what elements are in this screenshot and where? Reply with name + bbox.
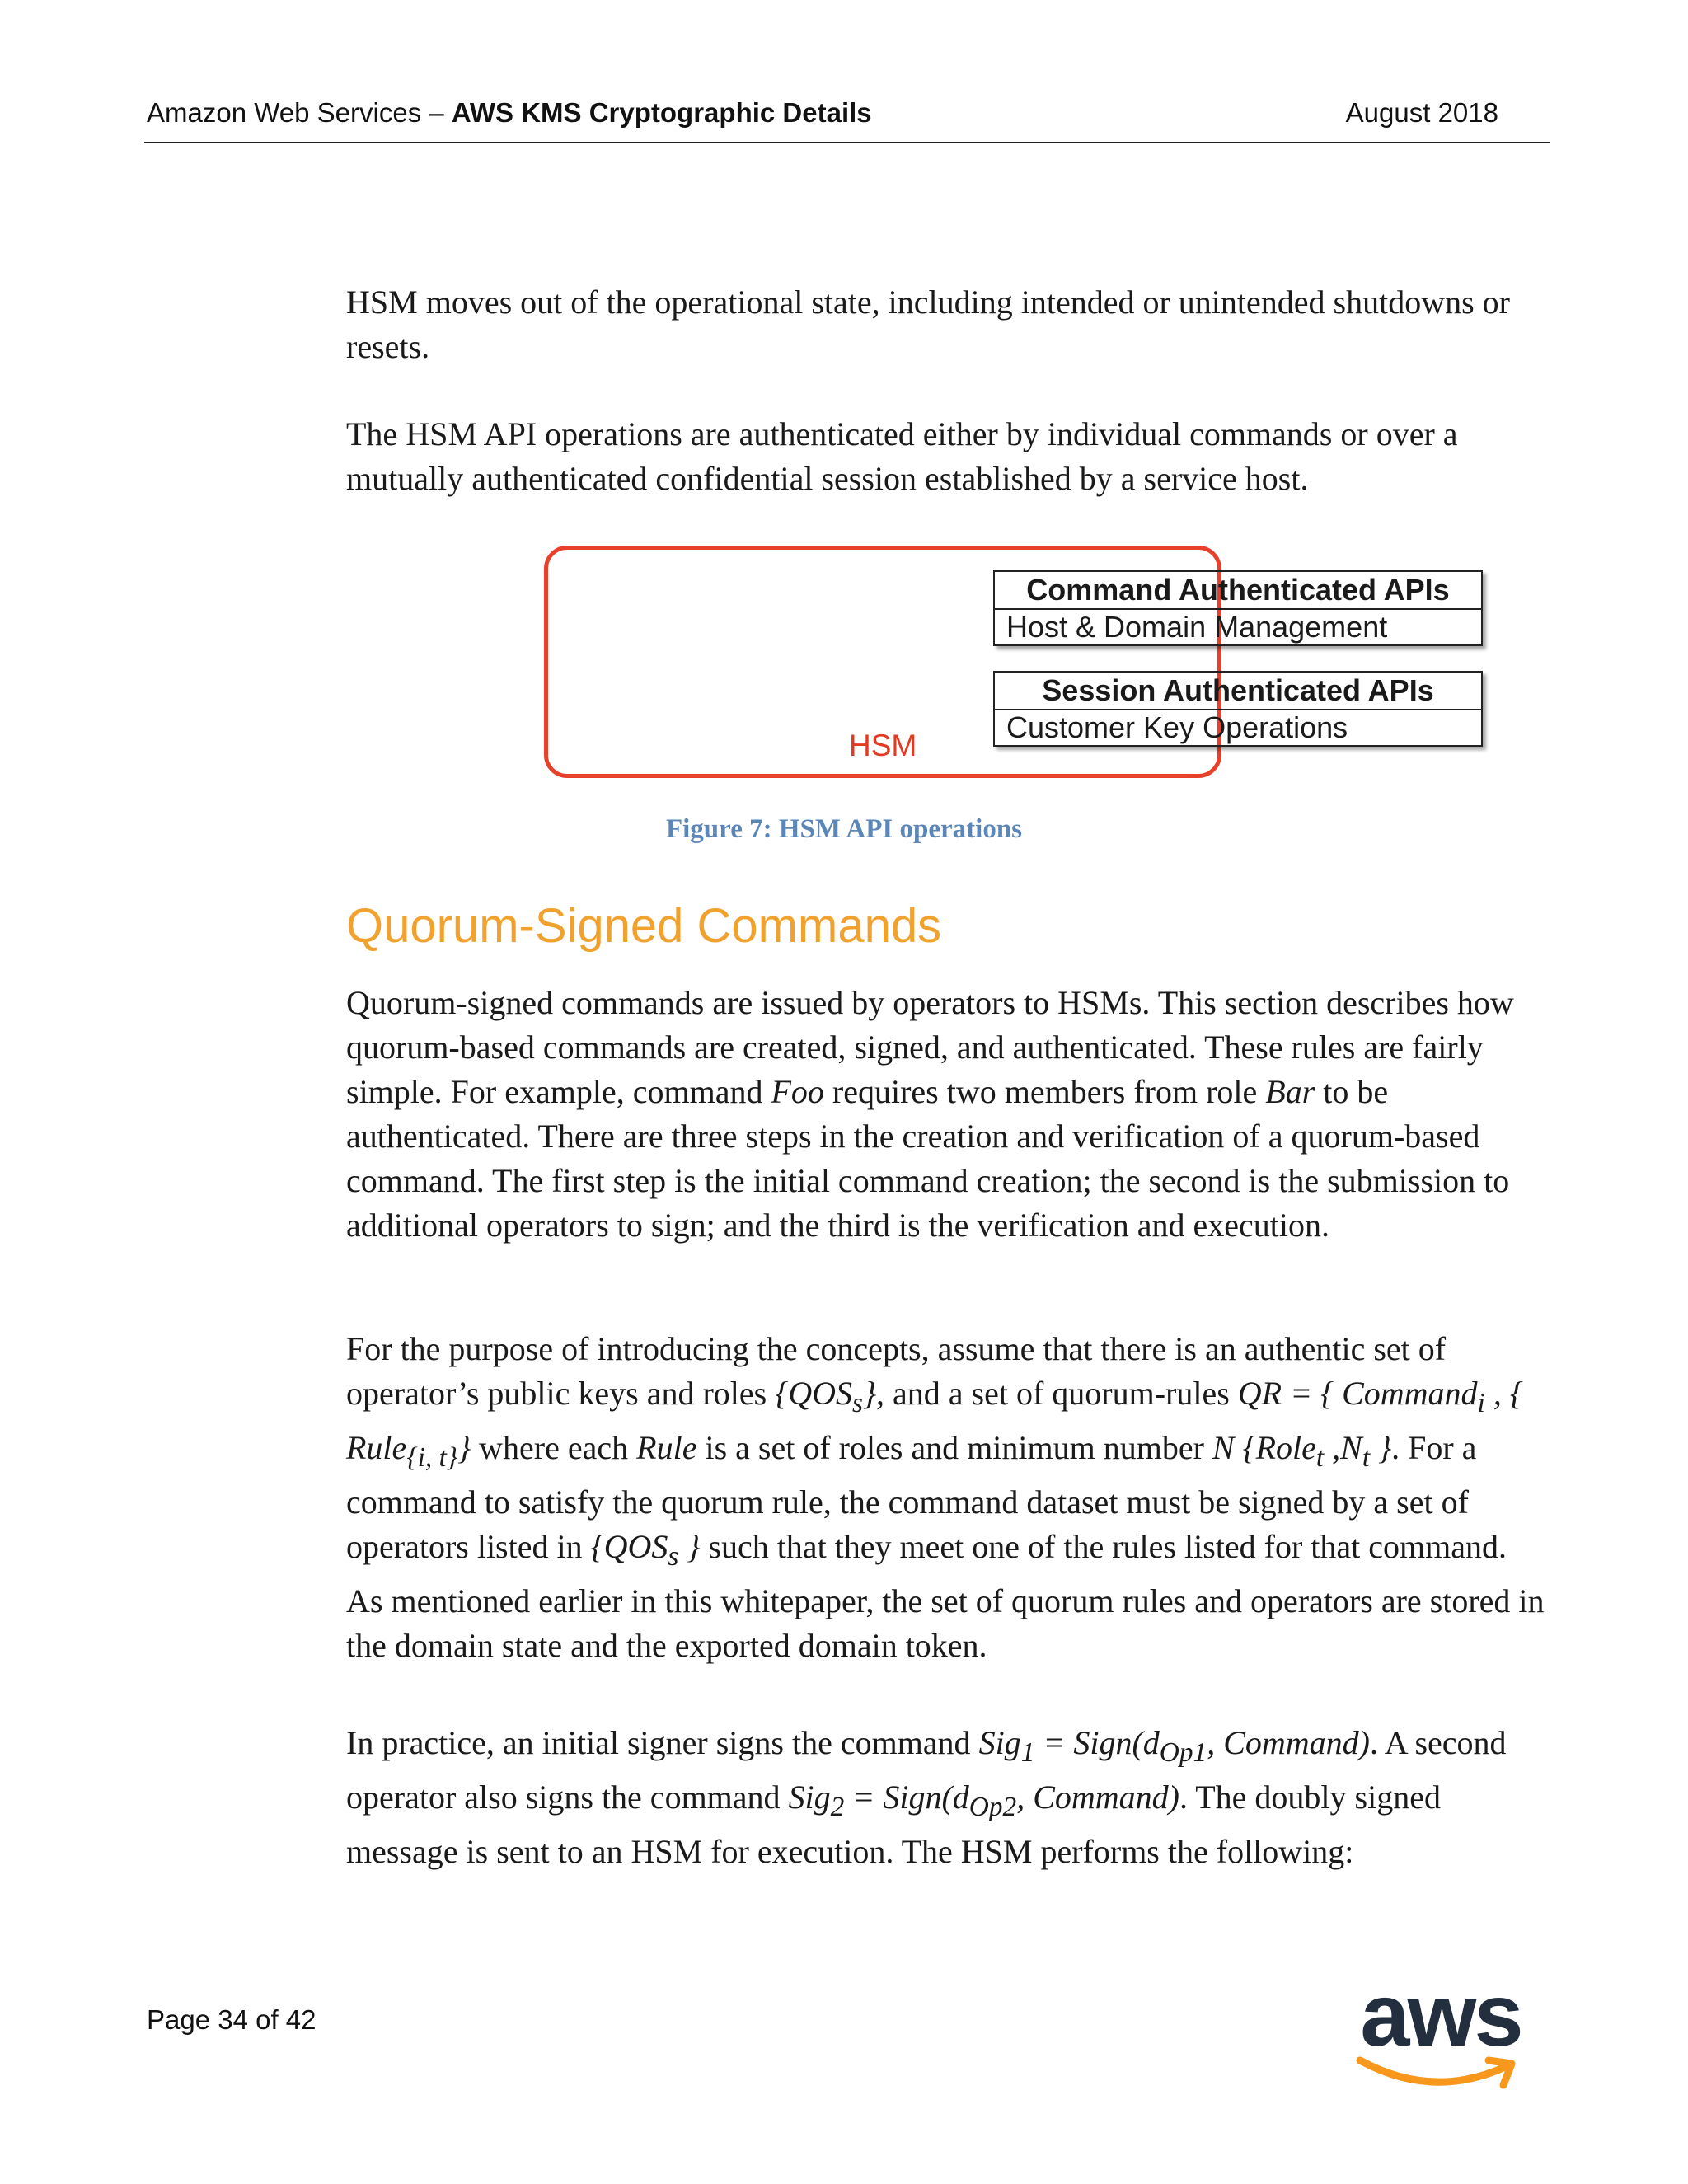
aws-smile-icon bbox=[1342, 1985, 1540, 2100]
paragraph-text bbox=[346, 1721, 1550, 1874]
math-part: = Sign(d bbox=[844, 1779, 969, 1816]
page-number: Page 34 of 42 bbox=[147, 2004, 316, 2035]
text-run: . A second operator also signs the command bbox=[346, 1724, 1507, 1816]
aws-logo-wordmark: aws bbox=[1360, 1965, 1522, 2064]
math-subscript: i bbox=[1477, 1388, 1485, 1418]
session-authenticated-apis-box bbox=[993, 671, 1483, 747]
math-subscript: t bbox=[1362, 1442, 1371, 1473]
paragraph-signing-practice bbox=[346, 1721, 1550, 1874]
math-part: = Sign(d bbox=[1034, 1724, 1160, 1761]
paragraph-text: HSM moves out of the operational state, including intended or unintended shutdowns or resets. bbox=[346, 284, 1510, 365]
text-run: For the purpose of introducing the concepts, assume that there is an authentic set of operator’s public keys and roles bbox=[346, 1330, 1447, 1412]
aws-logo bbox=[1342, 1965, 1540, 2100]
box-item: Host & Domain Management bbox=[1006, 610, 1388, 644]
text-run: . The doubly signed message is sent to an HSM for execution. The HSM performs the following: bbox=[346, 1779, 1441, 1870]
math-term bbox=[788, 1779, 1179, 1822]
text-run: to be authenticated. There are three steps in the creation and verification of a quorum-based command. The first step is the initial command creation; the second is the submission to additional operators to sign; and the third is the verification and execution. bbox=[346, 1073, 1510, 1244]
paragraph-hsm-state bbox=[346, 280, 1550, 369]
box-title: Command Authenticated APIs bbox=[995, 572, 1481, 610]
paragraph-api-auth bbox=[346, 412, 1550, 501]
math-subscript: Op2 bbox=[968, 1792, 1017, 1822]
math-part: {QOS bbox=[590, 1528, 668, 1565]
math-part: , Command) bbox=[1207, 1724, 1370, 1761]
command-authenticated-apis-box bbox=[993, 570, 1483, 646]
paragraph-text bbox=[346, 1327, 1550, 1668]
math-part: } bbox=[1370, 1429, 1392, 1466]
box-title: Session Authenticated APIs bbox=[995, 673, 1481, 710]
math-part: , Command) bbox=[1016, 1779, 1179, 1816]
math-subscript: {i, t} bbox=[406, 1442, 458, 1473]
header-publisher: Amazon Web Services – bbox=[147, 97, 452, 128]
text-run: where each bbox=[471, 1429, 637, 1466]
math-subscript: 1 bbox=[1020, 1737, 1035, 1768]
math-subscript: Op1 bbox=[1159, 1737, 1207, 1768]
paragraph-quorum-intro bbox=[346, 981, 1550, 1248]
math-part: Sig bbox=[788, 1779, 831, 1816]
header-divider bbox=[144, 142, 1550, 143]
math-subscript: 2 bbox=[830, 1792, 845, 1822]
header-doc-title: AWS KMS Cryptographic Details bbox=[451, 97, 872, 128]
math-part: } bbox=[863, 1375, 876, 1412]
text-run: such that they meet one of the rules listed for that command. As mentioned earlier in this whitepaper, the set of quorum rules and operators are stored in the domain state and the exported domain token. bbox=[346, 1528, 1545, 1664]
math-subscript: s bbox=[668, 1541, 679, 1572]
text-run: requires two members from role bbox=[823, 1073, 1266, 1110]
math-part: {QOS bbox=[775, 1375, 853, 1412]
math-part: } bbox=[457, 1429, 471, 1466]
box-item: Customer Key Operations bbox=[1006, 710, 1348, 744]
text-run: , and a set of quorum-rules bbox=[876, 1375, 1238, 1412]
italic-term: Bar bbox=[1265, 1073, 1315, 1110]
page-header bbox=[147, 97, 1498, 129]
math-part: , { Rule bbox=[346, 1375, 1523, 1466]
header-date: August 2018 bbox=[1345, 97, 1498, 128]
math-part: N {Role bbox=[1212, 1429, 1316, 1466]
italic-term: Foo bbox=[771, 1073, 824, 1110]
text-run: In practice, an initial signer signs the command bbox=[346, 1724, 979, 1761]
text-run: is a set of roles and minimum number bbox=[696, 1429, 1212, 1466]
math-subscript: s bbox=[852, 1388, 863, 1418]
math-part: } bbox=[678, 1528, 701, 1565]
math-subscript: t bbox=[1315, 1442, 1325, 1473]
math-term bbox=[775, 1375, 876, 1418]
hsm-api-figure bbox=[544, 546, 1492, 785]
italic-term: Rule bbox=[636, 1429, 697, 1466]
text-run: Quorum-signed commands are issued by operators to HSMs. This section describes how quorum-based commands are created, signed, and authenticated. These rules are fairly simple. For example, command bbox=[346, 984, 1514, 1110]
paragraph-text bbox=[346, 981, 1550, 1248]
text-run: . For a command to satisfy the quorum rule, the command dataset must be signed by a set of operators listed in bbox=[346, 1429, 1477, 1565]
figure-caption: Figure 7: HSM API operations bbox=[665, 814, 1023, 844]
math-part: Sig bbox=[978, 1724, 1021, 1761]
section-title: Quorum-Signed Commands bbox=[346, 899, 942, 953]
math-term bbox=[978, 1724, 1370, 1768]
math-term bbox=[590, 1528, 701, 1572]
paragraph-quorum-rules bbox=[346, 1327, 1550, 1668]
math-term bbox=[1212, 1429, 1392, 1473]
math-part: QR = { Command bbox=[1237, 1375, 1478, 1412]
math-part: ,N bbox=[1324, 1429, 1362, 1466]
paragraph-text: The HSM API operations are authenticated either by individual commands or over a mutually authenticated confidential session established by a service host. bbox=[346, 415, 1458, 497]
hsm-label: HSM bbox=[849, 729, 917, 762]
